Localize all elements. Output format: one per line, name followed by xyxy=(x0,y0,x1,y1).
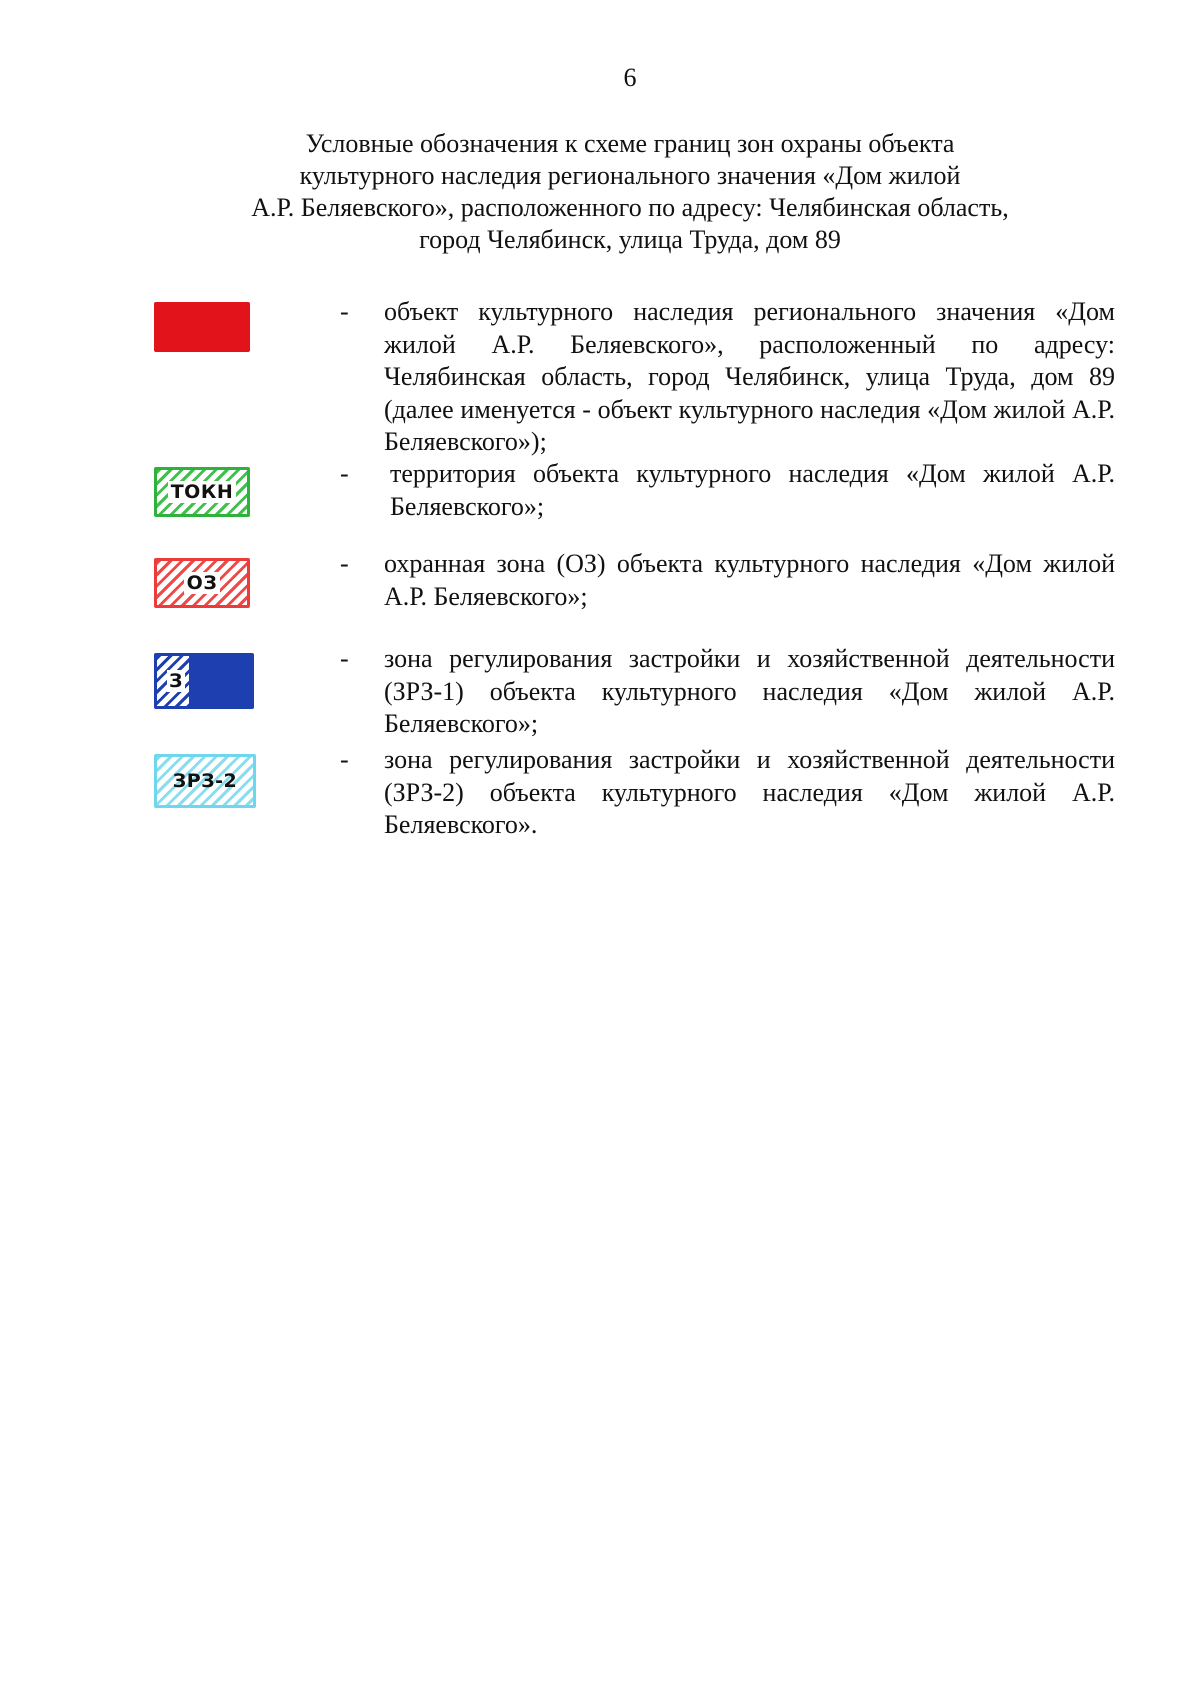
title-line: город Челябинск, улица Труда, дом 89 xyxy=(419,225,841,254)
blue-hatched-swatch xyxy=(154,653,254,709)
swatch-code: ТОКН xyxy=(168,481,237,503)
page-title xyxy=(150,128,1110,256)
legend-dash: - xyxy=(340,644,349,673)
swatch-code: ОЗ xyxy=(184,572,221,594)
title-line: культурного наследия регионального значения «Дом жилой xyxy=(299,161,961,190)
legend-dash: - xyxy=(340,459,349,488)
cyan-hatched-swatch xyxy=(154,754,256,808)
red-fill-swatch xyxy=(154,302,250,352)
title-line: А.Р. Беляевского», расположенного по адресу: Челябинская область, xyxy=(251,193,1009,222)
swatch-code: ЗРЗ-2 xyxy=(172,770,238,792)
red-hatched-swatch xyxy=(154,558,250,608)
legend-description: охранная зона (ОЗ) объекта культурного наследия «Дом жилой А.Р. Беляевского»; xyxy=(384,549,1115,611)
legend-dash: - xyxy=(340,745,349,774)
legend-description: зона регулирования застройки и хозяйственной деятельности (ЗРЗ-1) объекта культурного наследия «Дом жилой А.Р. Беляевского»; xyxy=(384,644,1115,738)
swatch-code: З xyxy=(169,670,183,692)
green-hatched-swatch xyxy=(154,467,250,517)
legend-description: объект культурного наследия регионального значения «Дом жилой А.Р. Беляевского», расположенный по адресу: Челябинская область, город Челябинск, улица Труда, дом 89 (далее именуется - объект культурного наследия «Дом жилой А.Р. Беляевского»); xyxy=(384,297,1115,456)
legend-dash: - xyxy=(340,549,349,578)
legend-description: зона регулирования застройки и хозяйственной деятельности (ЗРЗ-2) объекта культурного наследия «Дом жилой А.Р. Беляевского». xyxy=(384,745,1115,839)
legend-dash: - xyxy=(340,297,349,326)
legend-description: территория объекта культурного наследия «Дом жилой А.Р. Беляевского»; xyxy=(390,459,1115,521)
page-number: 6 xyxy=(623,63,637,92)
title-line: Условные обозначения к схеме границ зон охраны объекта xyxy=(305,129,955,158)
